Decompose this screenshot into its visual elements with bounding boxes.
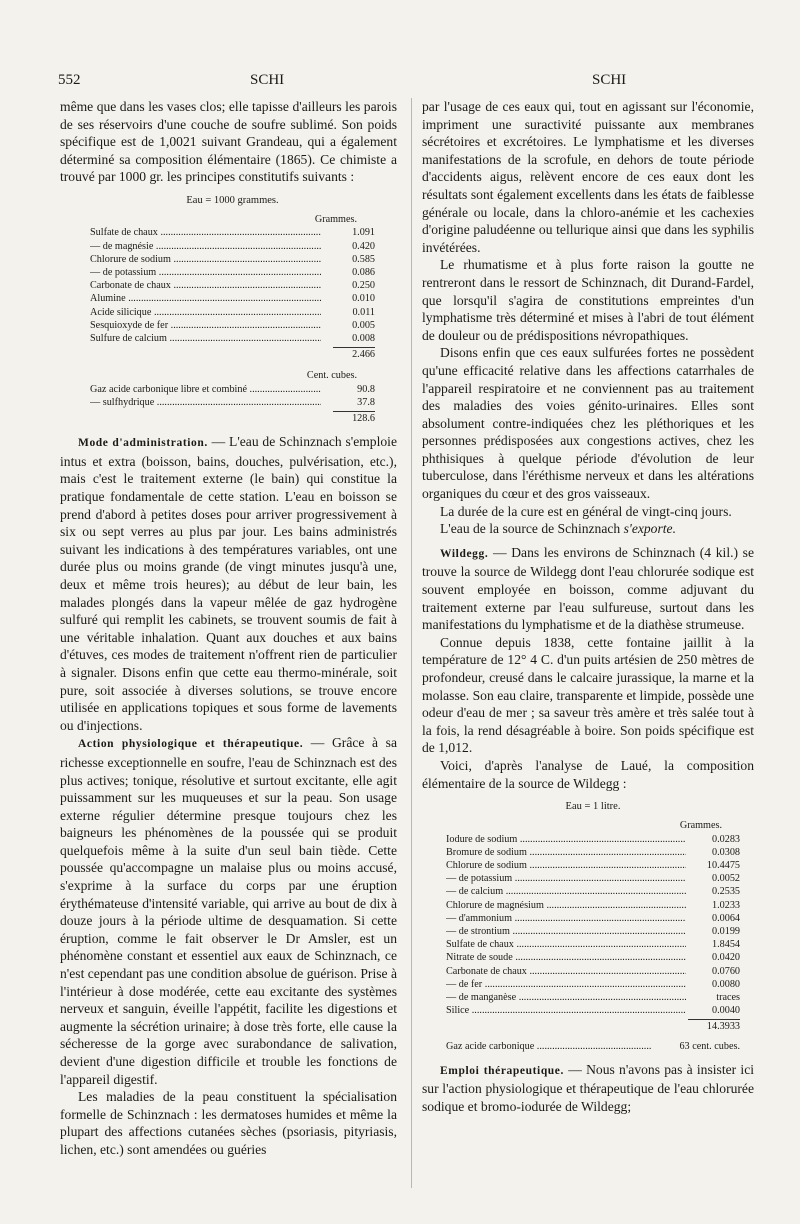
section-heading-mode: Mode d'administration. <box>78 437 208 450</box>
row-name: — de calcium ..... <box>446 885 686 898</box>
table-row <box>446 951 740 964</box>
contre-indications-paragraph: Disons enfin que ces eaux sulfurées fortes ne possèdent qu'une efficacité relative dans les affections catarrhales de l'appareil respiratoire et ne conviennent pas au traitement des maladies des voies génito-urinaires. Elles sont absolument contre-indiquées chez les pléthoriques et les personnes prédisposées aux congestions actives, chez les phthisiques à quelque période d'évolution de leur tuberculose, dans l'éréthisme nerveux et dans les altérations organiques du cœur et des gros vaisseaux. <box>422 345 754 502</box>
table-row <box>446 991 740 1004</box>
table-row <box>90 292 375 305</box>
intro-paragraph: même que dans les vases clos; elle tapisse d'ailleurs les parois de ses réservoirs d'une couche de soufre sublimé. Son poids spécifique est de 1,0021 suivant Grandeau, qui a également déterminé sa composition élémentaire (1865). Ce chimiste a trouvé par 1000 gr. les principes constitutifs suivants : <box>60 99 397 185</box>
row-name: Sesquioxyde de fer ..... <box>90 319 321 332</box>
table-row <box>446 978 740 991</box>
row-value: 0.005 <box>352 319 375 331</box>
row-value: 0.0760 <box>711 965 740 977</box>
table-total: 128.6 <box>333 411 375 425</box>
table-row <box>446 859 740 872</box>
gas-table-schinznach <box>90 369 375 425</box>
row-value: 63 cent. cubes. <box>679 1040 740 1052</box>
row-name: — de magnésie ..... <box>90 240 321 253</box>
row-name: — de potassium ..... <box>90 266 321 279</box>
row-name: Chlorure de magnésium ..... <box>446 899 686 912</box>
row-name: Bromure de sodium ..... <box>446 846 686 859</box>
table-total: 2.466 <box>333 347 375 361</box>
emploi-text: — Nous n'avons pas à insister ici sur l'action physiologique et thérapeutique de l'eau chlorurée sodique et bromo-iodurée de Wildegg; <box>422 1061 755 1114</box>
row-value: 0.0064 <box>711 912 740 924</box>
row-value: 10.4475 <box>706 859 740 871</box>
table-unit: Grammes. <box>679 820 722 832</box>
row-name: Gaz acide carbonique ..... <box>446 1040 652 1053</box>
row-value: 0.0040 <box>711 1005 740 1017</box>
mode-administration-paragraph <box>60 433 397 734</box>
row-name: Acide silicique ..... <box>90 306 321 319</box>
voici-paragraph: Voici, d'après l'analyse de Laué, la composition élémentaire de la source de Wildegg : <box>422 757 754 791</box>
row-value: 0.008 <box>352 333 375 344</box>
rhumatisme-paragraph: Le rhumatisme et à plus forte raison la goutte ne rentreront dans le ressort de Schinznach, dit Durand-Fardel, que lorsqu'il s'agira de constitutions empreintes d'un lymphatisme très déterminé et mises à l'abri de tout élément de douleur ou de prédispositions névropathiques. <box>422 257 754 343</box>
table-row <box>90 266 375 279</box>
running-header <box>0 72 800 96</box>
row-name: Nitrate de soude ..... <box>446 951 686 964</box>
table-row <box>446 885 740 898</box>
row-name: — sulfhydrique ..... <box>90 396 321 409</box>
section-heading-emploi: Emploi thérapeutique. <box>440 1064 564 1077</box>
table-row <box>90 396 375 409</box>
row-value: 0.086 <box>352 266 375 278</box>
row-value: 0.010 <box>352 293 375 305</box>
row-name: Sulfate de chaux ..... <box>90 226 321 239</box>
table-row <box>90 240 375 253</box>
export-paragraph <box>422 520 754 538</box>
composition-table-schinznach <box>90 194 375 361</box>
table-caption: Eau = 1 litre. <box>565 801 621 813</box>
table-row <box>446 846 740 859</box>
row-value: 0.585 <box>352 253 375 265</box>
row-value: 0.250 <box>352 280 375 292</box>
table-row <box>446 925 740 938</box>
export-text: L'eau de la source de Schinznach <box>440 521 624 537</box>
table-row <box>446 938 740 951</box>
row-name: Sulfate de chaux ..... <box>446 938 686 951</box>
action-paragraph <box>60 734 397 1088</box>
row-name: Silice ..... <box>446 1004 686 1017</box>
row-value: 0.2535 <box>711 886 740 898</box>
table-row-gas <box>446 1040 740 1053</box>
row-value: 0.420 <box>352 240 375 252</box>
row-name: — d'ammonium ..... <box>446 912 686 925</box>
row-value: 0.0199 <box>711 925 740 937</box>
running-title-left: SCHI <box>250 72 285 88</box>
table-caption: Eau = 1000 grammes. <box>186 194 279 206</box>
table-row <box>446 872 740 885</box>
row-value: 0.0052 <box>711 873 740 885</box>
maladies-paragraph: Les maladies de la peau constituent la spécialisation formelle de Schinznach : les dermatoses humides et même la plupart des affections cutanées sèches (psoriasis, pityriasis, lichen, etc.) sont amendées ou guéries <box>60 1089 397 1157</box>
row-value: 90.8 <box>357 383 375 395</box>
table-row <box>90 332 375 345</box>
table-total: 14.3933 <box>688 1019 740 1033</box>
export-italic: s'exporte. <box>623 521 676 537</box>
table-unit: Grammes. <box>314 214 357 226</box>
row-name: Chlorure de sodium ..... <box>90 253 321 266</box>
wildegg-text: — Dans les environs de Schinznach (4 kil.) se trouve la source de Wildegg dont l'eau chlorurée sodique est souvent employée en boisson, comme adjuvant du traitement externe par l'eau sulfureuse, surtout dans les manifestations du lymphatisme et de la diathèse strumeuse. <box>422 544 754 633</box>
table-row <box>90 383 375 396</box>
row-value: 0.0420 <box>711 952 740 964</box>
row-name: Chlorure de sodium ..... <box>446 859 686 872</box>
composition-table-wildegg <box>446 800 740 1053</box>
row-value: 37.8 <box>357 396 375 408</box>
emploi-paragraph <box>422 1061 754 1116</box>
table-row <box>90 279 375 292</box>
table-row <box>446 899 740 912</box>
section-heading-action: Action physiologique et thérapeutique. <box>78 738 304 751</box>
table-row <box>90 306 375 319</box>
continued-paragraph: par l'usage de ces eaux qui, tout en agissant sur l'économie, impriment une suractivité puissante aux membranes sécrétoires et excrétoires. Le lymphatisme et les diverses manifestations de la scrofule, en dehors de toute période d'accidents aigus, relèvent encore de ces eaux dont les résultats sont également excellents dans les états de faiblesse générale ou locale, dans la chloro-anémie et les cachexies d'origine paludéenne ou tellurique ainsi que dans les syphilis invétérées. <box>422 99 754 255</box>
row-value: 0.0308 <box>711 846 740 858</box>
row-value: 1.0233 <box>711 899 740 911</box>
row-name: — de strontium ..... <box>446 925 686 938</box>
table-row <box>90 253 375 266</box>
row-name: — de manganèse ..... <box>446 991 686 1004</box>
wildegg-paragraph <box>422 544 754 634</box>
connue-paragraph: Connue depuis 1838, cette fontaine jaillit à la température de 12° 4 C. d'un puits artésien de 250 mètres de profondeur, creusé dans le calcaire jurassique, la marne et la molasse. Son eau claire, transparente et limpide, possède une odeur d'eau de mer ; sa saveur très amère et très salée tout à la fois, la rend désagréable à boire. Son poids spécifique est de 1,012. <box>422 634 754 756</box>
row-value: 0.0080 <box>711 978 740 990</box>
mode-text: — L'eau de Schinznach s'emploie intus et extra (boisson, bains, douches, pulvérisation, etc.), mais c'est le traitement externe (le bain) qui constitue la pratique fondamentale de cette station. L'eau en boisson se prend d'abord à petites doses pour arriver progressivement à six ou sept verres au plus par jour. Les bains administrés suivant les indications à des températures variables, ont une durée plus ou moins grande (de vingt minutes jusqu'à une, deux et même trois heures); au début de leur bain, les malades plongés dans la vapeur mêlée de gaz hydrogène sulfuré qui remplit les cabinets, se trouvent soumis de fait à une véritable inhalation. Quant aux douches et aux bains d'étuves, ces modes de traitement n'offrent rien de particulier à signaler. Disons enfin que cette eau thermo-minérale, soit pure, soit associée à diverses solutions, se trouve encore utilisée en applications topiques et sous forme de lavements ou d'injections. <box>60 434 397 733</box>
running-title-right: SCHI <box>592 72 627 88</box>
table-row <box>446 1004 740 1017</box>
page-number: 552 <box>58 72 81 88</box>
table-row <box>446 912 740 925</box>
duree-paragraph: La durée de la cure est en général de vingt-cinq jours. <box>440 503 732 519</box>
action-text: — Grâce à sa richesse exceptionnelle en soufre, l'eau de Schinznach est des plus actives; tonique, résolutive et surtout excitante, elle agit puissamment sur les muqueuses et sur la peau. Son usage externe régulier détermine presque toujours chez les baigneurs les phénomènes de la poussée qui se produit quelquefois même à la suite d'un seul bain tiède. Cette poussée qu'accompagne un malaise plus ou moins accusé, s'exprime à la surface du corps par une éruption érythémateuse d'intensité variable, qui arrive au bout de dix à douze jours à la période ultime de desquamation. Si cette éruption, comme le fait observer le Dr Amsler, est un phénomène constant et essentiel aux eaux de Schinznach, ce n'est cependant pas une condition absolue de guérison. Prise à l'intérieur à dose modérée, cette eau excitante des systèmes nerveux et sanguin, éveille l'appétit, facilite les digestions et augmente la sécrétion urinaire; à dose très forte, elle cause la sécheresse de la gorge avec surabondance de salivation, devient d'une digestion difficile et trouble les fonctions de l'appareil digestif. <box>60 735 397 1087</box>
column-divider <box>411 98 412 1188</box>
row-value: 1.8454 <box>711 939 740 951</box>
table-row <box>446 965 740 978</box>
row-name: — de fer ..... <box>446 978 686 991</box>
row-name: — de potassium ..... <box>446 872 686 885</box>
section-heading-wildegg: Wildegg. <box>440 547 489 560</box>
table-unit: Cent. cubes. <box>306 370 357 382</box>
row-name: Iodure de sodium ..... <box>446 833 686 846</box>
row-value: traces <box>716 992 740 1003</box>
table-row <box>90 319 375 332</box>
row-value: 1.091 <box>352 227 375 239</box>
right-column <box>422 98 754 1116</box>
table-row <box>90 226 375 239</box>
row-name: Sulfure de calcium ..... <box>90 332 321 345</box>
row-name: Carbonate de chaux ..... <box>446 965 686 978</box>
left-column <box>60 98 397 1159</box>
row-name: Alumine ..... <box>90 292 321 305</box>
row-value: 0.011 <box>352 306 375 318</box>
row-name: Carbonate de chaux ..... <box>90 279 321 292</box>
row-value: 0.0283 <box>711 833 740 845</box>
table-row <box>446 833 740 846</box>
row-name: Gaz acide carbonique libre et combiné ..... <box>90 383 321 396</box>
